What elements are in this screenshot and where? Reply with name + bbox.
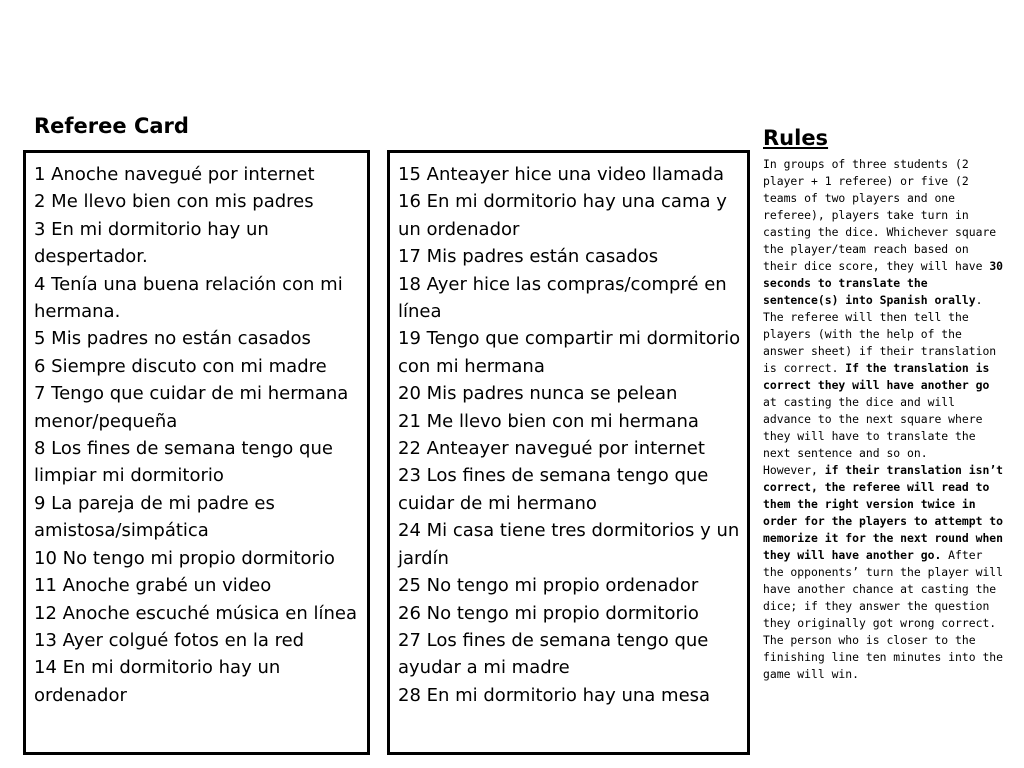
list-item: 3 En mi dormitorio hay un despertador. (34, 218, 269, 268)
sentence-list-right (398, 161, 741, 709)
rules-text-bold: 30 seconds to translate the sentence(s) into Spanish orally (763, 259, 1004, 307)
rules-text (763, 156, 1007, 683)
list-item: 19 Tengo que compartir mi dormitorio con mi hermana (398, 328, 741, 377)
rules-text-segment: at casting the dice and will advance to the next square where they will have to translate the next sentence and so on. (763, 395, 983, 460)
sentence-card-right (387, 150, 750, 755)
list-item: 6 Siempre discuto con mi madre (34, 355, 327, 377)
list-item: 27 Los fines de semana tengo que ayudar a mi madre (398, 629, 709, 679)
list-item: 7 Tengo que cuidar de mi hermana menor/pequeña (34, 383, 349, 432)
list-item: 5 Mis padres no están casados (34, 328, 311, 350)
rules-text-bold: if their translation isn’t correct, the referee will read to them the right version twice in order for the players to attempt to memorize it for the next round when they will have another go. (763, 463, 1004, 562)
list-item: 17 Mis padres están casados (398, 246, 659, 268)
sentence-list-left (34, 161, 361, 709)
list-item: 2 Me llevo bien con mis padres (34, 191, 314, 213)
list-item: 26 No tengo mi propio dormitorio (398, 602, 699, 624)
rules-heading: Rules (763, 126, 829, 150)
list-item: 16 En mi dormitorio hay una cama y un ordenador (398, 191, 727, 240)
list-item: 12 Anoche escuché música en línea (34, 602, 358, 624)
list-item: 24 Mi casa tiene tres dormitorios y un jardín (398, 520, 740, 569)
rules-text-segment: In groups of three students (2 player + 1 referee) or five (2 teams of two players and one referee), players take turn in casting the dice. Whichever square the player/team reach based on their dice score, they will have (763, 157, 997, 273)
list-item: 4 Tenía una buena relación con mi hermana. (34, 273, 343, 323)
referee-card-title: Referee Card (34, 114, 189, 138)
list-item: 8 Los fines de semana tengo que limpiar mi dormitorio (34, 438, 333, 487)
list-item: 1 Anoche navegué por internet (34, 164, 315, 185)
list-item: 18 Ayer hice las compras/compré en línea (398, 273, 727, 323)
list-item: 20 Mis padres nunca se pelean (398, 383, 678, 405)
rules-text-segment: . (975, 293, 983, 307)
list-item: 14 En mi dormitorio hay un ordenador (34, 657, 281, 706)
list-item: 22 Anteayer navegué por internet (398, 438, 705, 460)
rules-text-segment: After the opponents’ turn the player will have another chance at casting the dice; if they answer the question they originally got wrong correct. The person who is closer to the finishing line ten minutes into the game will win. (763, 548, 1004, 681)
list-item: 13 Ayer colgué fotos en la red (34, 629, 305, 651)
rules-text-segment: The referee will then tell the players (with the help of the answer sheet) if their translation is correct. (763, 310, 997, 375)
list-item: 15 Anteayer hice una video llamada (398, 164, 724, 185)
rules-text-segment: However, (763, 463, 825, 477)
list-item: 25 No tengo mi propio ordenador (398, 575, 699, 597)
list-item: 21 Me llevo bien con mi hermana (398, 410, 699, 432)
list-item: 10 No tengo mi propio dormitorio (34, 547, 335, 569)
list-item: 28 En mi dormitorio hay una mesa (398, 684, 711, 706)
list-item: 9 La pareja de mi padre es amistosa/simpática (34, 492, 275, 542)
list-item: 23 Los fines de semana tengo que cuidar de mi hermano (398, 465, 709, 514)
list-item: 11 Anoche grabé un video (34, 575, 272, 597)
sentence-card-left (23, 150, 370, 755)
rules-text-bold: If the translation is correct they will have another go (763, 361, 990, 392)
